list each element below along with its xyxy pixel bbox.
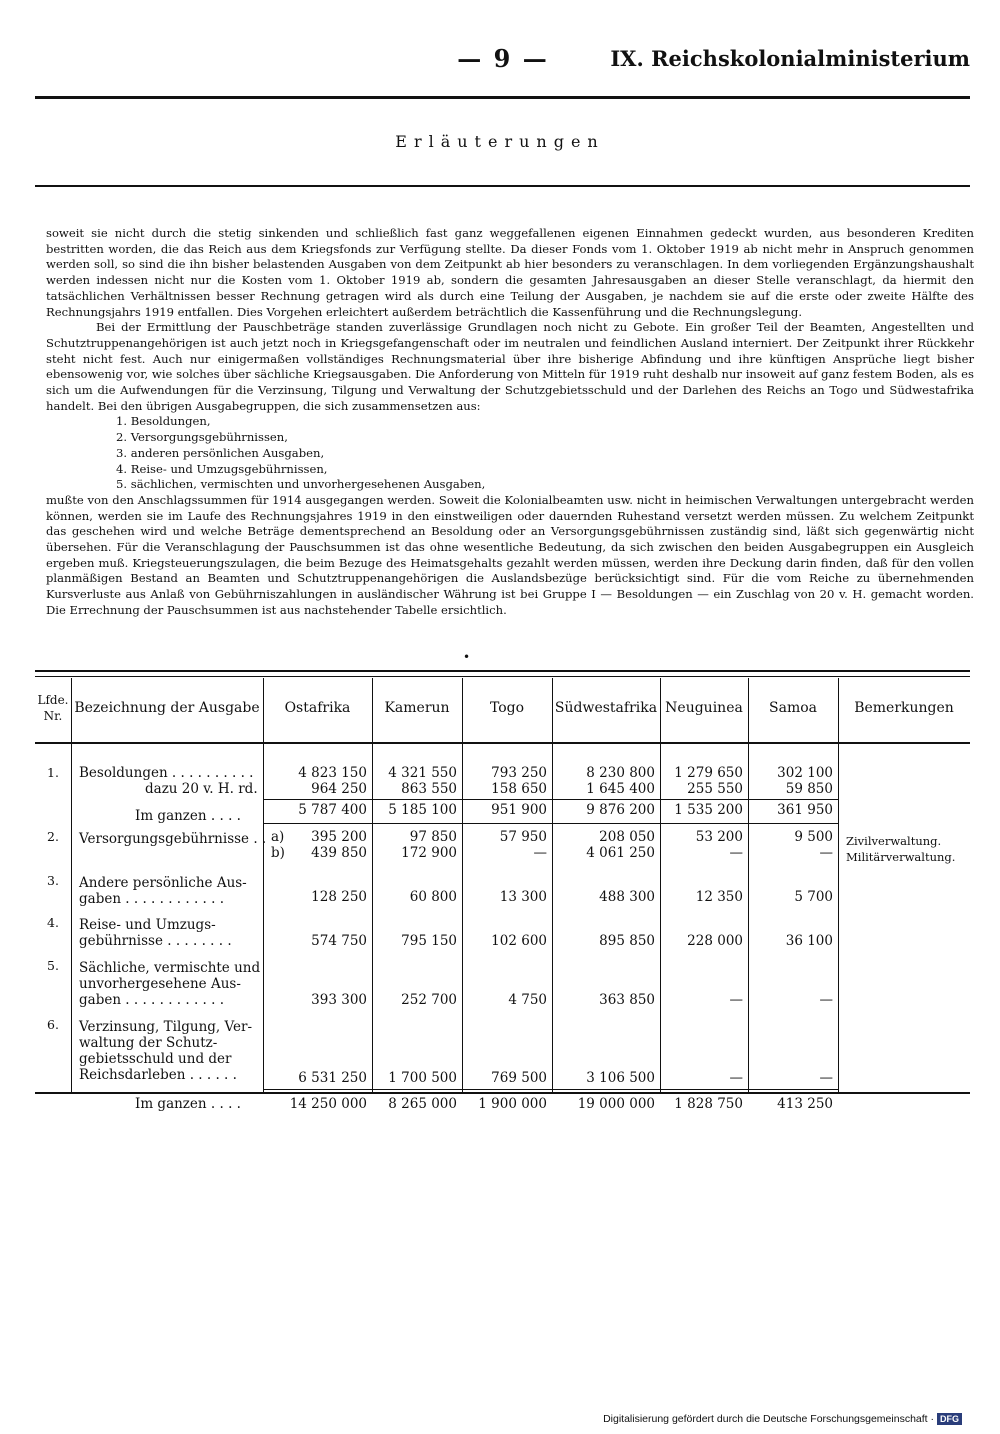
table-cell: 361 950 [777,802,833,818]
table-cell: 128 250 [311,889,367,905]
table-cell: — [819,992,833,1008]
header-nr: Lfde. Nr. [37,693,69,723]
table-cell: 4 061 250 [586,845,655,861]
digitization-credit [603,1413,962,1425]
header-bottom-rule [35,742,970,744]
table-cell: 951 900 [491,802,547,818]
table-cell: 413 250 [777,1096,833,1112]
section-heading: Erläuterungen [395,132,605,151]
table-cell: 302 100 [777,765,833,781]
table-cell: — [533,845,547,861]
grand-total-label: Im ganzen . . . . [135,1096,241,1112]
table-cell: 363 850 [599,992,655,1008]
paragraph-2: Bei der Ermittlung der Pauschbeträge standen zuverlässige Grundlagen noch nicht zu Gebote. Ein großer Teil der Beamten, Angestellten und Schutztruppenangehörigen ist auch jetzt noch in Kriegsgefangenschaft oder im neutralen und feindlichen Ausland interniert. Der Zeitpunkt ihrer Rückkehr steht nicht fest. Auch nur einigermaßen vollständiges Rechnungsmaterial über ihre bisherige Abfindung und ihre künftigen Ansprüche liegt bisher ebensowenig vor, wie solches über sächliche Kriegsausgaben. Die Anforderung von Mitteln für 1919 ruht deshalb nur insoweit auf ganz festem Boden, als es sich um die Aufwendungen für die Verzinsung, Tilgung und Verwaltung der Schutzgebietsschuld und der Darlehen des Reichs an Togo und Südwestafrika handelt. Bei den übrigen Ausgabegruppen, die sich zusammensetzen aus: [46,320,974,413]
table-cell: 4 823 150 [298,765,367,781]
remark-civil: Zivilverwaltung. [846,834,942,848]
table-cell: 6 531 250 [298,1070,367,1086]
page-number: — 9 — [457,44,549,73]
table-cell: 1 535 200 [674,802,743,818]
row-label: Versorgungsgebührnisse . . [79,831,267,847]
sub-marker: a) [271,829,285,845]
table-cell: 1 828 750 [674,1096,743,1112]
table-cell: 1 645 400 [586,781,655,797]
table-cell: 574 750 [311,933,367,949]
table-cell: 895 850 [599,933,655,949]
row-label: Reise- und Umzugs- [79,917,216,933]
table-cell: 488 300 [599,889,655,905]
list-item: 5. sächlichen, vermischten und unvorhergesehenen Ausgaben, [116,477,486,492]
credit-text: Digitalisierung gefördert durch die Deutsche Forschungsgemeinschaft · [603,1413,934,1425]
table-cell: 393 300 [311,992,367,1008]
row-label: gaben . . . . . . . . . . . . [79,992,225,1008]
row-number: 5. [47,958,59,973]
row-number: 2. [47,829,59,844]
table-cell: 3 106 500 [586,1070,655,1086]
table-cell: 8 230 800 [586,765,655,781]
table-cell: 795 150 [401,933,457,949]
row-label: gebührnisse . . . . . . . . [79,933,232,949]
header-suedwestafrika: Südwestafrika [554,700,658,716]
table-bottom-rule [35,1092,970,1094]
table-cell: 5 700 [794,889,833,905]
row-label: gaben . . . . . . . . . . . . [79,891,225,907]
expense-group-list [46,414,974,493]
list-item: 2. Versorgungsgebührnissen, [116,430,288,445]
section-rule [35,185,970,187]
table-cell: 60 800 [409,889,457,905]
row-number: 4. [47,915,59,930]
paragraph-1: soweit sie nicht durch die stetig sinkenden und schließlich fast ganz weggefallenen eigenen Einnahmen gedeckt wurden, aus besonderen Krediten bestritten worden, die das Reich aus dem Kriegsfonds zur Verfügung stellte. Da dieser Fonds vom 1. Oktober 1919 ab nicht mehr in Anspruch genommen werden soll, so sind die ihn bisher belastenden Ausgaben von dem Zeitpunkt ab hier besonders zu veranschlagen. In dem vorliegenden Ergänzungshaushalt werden indessen nicht nur die Kosten vom 1. Oktober 1919 ab, sondern die gesamten Jahresausgaben an dieser Stelle veranschlagt, da hiermit den tatsächlichen Verhältnissen besser Rechnung getragen wird als durch eine Teilung der Ausgaben, je nachdem sie auf die erste oder zweite Hälfte des Rechnungsjahrs 1919 entfallen. Dies Vorgehen erleichtert außerdem beträchtlich die Kassenführung und die Rechnungslegung. [46,226,974,319]
running-title: IX. Reichskolonialministerium [610,46,970,71]
paragraph-3: mußte von den Anschlagssummen für 1914 ausgegangen werden. Soweit die Kolonialbeamten usw. nicht in heimischen Verwaltungen untergebracht werden können, werden sie im Laufe des Rechnungsjahres 1919 in den einstweiligen oder dauernden Ruhestand versetzt werden müssen. Zu welchem Zeitpunkt das geschehen wird und welche Beträge dementsprechend an Besoldung oder an Versorgungsgebührnissen zuständig sind, läßt sich gegenwärtig nicht übersehen. Für die Veranschlagung der Pauschsummen ist das ohne wesentliche Bedeutung, da sich zwischen den beiden Ausgabegruppen ein Ausgleich ergeben muß. Kriegsteuerungszulagen, die beim Bezuge des Heimatsgehalts gezahlt werden müssen, werden ihre Deckung darin finden, daß für den vollen planmäßigen Bestand an Beamten und Schutztruppenangehörigen die Auslandsbezüge berücksichtigt sind. Für die vom Reiche zu übernehmenden Kursverluste aus Anlaß von Gebührniszahlungen in ausländischer Währung ist bei Gruppe I — Besoldungen — ein Zuschlag von 20 v. H. gemacht worden. Die Errechnung der Pauschsummen ist aus nachstehender Tabelle ersichtlich. [46,492,974,617]
table-cell: 53 200 [695,829,743,845]
table-cell: 769 500 [491,1070,547,1086]
table-cell: — [729,845,743,861]
table-cell: 4 750 [508,992,547,1008]
row-label: Reichsdarleben . . . . . . [79,1067,237,1083]
table-cell: — [819,845,833,861]
header-samoa: Samoa [769,700,817,716]
header-bemerkungen: Bemerkungen [854,700,954,716]
header-kamerun: Kamerun [384,700,450,716]
table-cell: 9 500 [794,829,833,845]
header-togo: Togo [489,700,525,716]
row-number: 6. [47,1017,59,1032]
header-neuguinea: Neuguinea [665,700,743,716]
table-cell: 158 650 [491,781,547,797]
table-cell: 255 550 [687,781,743,797]
dot-mark: • [463,650,471,664]
row-label: unvorhergesehene Aus- [79,976,241,992]
dfg-logo: DFG [937,1413,962,1425]
table-cell: 36 100 [785,933,833,949]
table-cell: 5 185 100 [388,802,457,818]
table-cell: 252 700 [401,992,457,1008]
table-cell: — [819,1070,833,1086]
table-cell: 964 250 [311,781,367,797]
table-cell: 1 279 650 [674,765,743,781]
list-item: 3. anderen persönlichen Ausgaben, [116,445,325,460]
row-number: 3. [47,873,59,888]
row-label: gebietsschuld und der [79,1051,232,1067]
list-item: 1. Besoldungen, [116,414,211,429]
subtotal-label: Im ganzen . . . . [135,808,241,824]
sub-marker: b) [271,845,285,861]
table-cell: 97 850 [409,829,457,845]
table-cell: 863 550 [401,781,457,797]
table-cell: 14 250 000 [289,1096,367,1112]
header-rule [35,96,970,99]
table-cell: 439 850 [311,845,367,861]
table-cell: 102 600 [491,933,547,949]
row-label: Verzinsung, Tilgung, Ver- [79,1019,253,1035]
table-cell: 59 850 [785,781,833,797]
table-cell: 19 000 000 [577,1096,655,1112]
table-cell: 13 300 [499,889,547,905]
table-cell: 57 950 [499,829,547,845]
table-cell: — [729,992,743,1008]
table-cell: 793 250 [491,765,547,781]
body-text [46,226,974,619]
table-cell: 228 000 [687,933,743,949]
header-ostafrika: Ostafrika [284,700,351,716]
table-cell: 172 900 [401,845,457,861]
table-top-rule [35,670,970,672]
row-label: Sächliche, vermischte und [79,960,261,976]
row-label: Besoldungen . . . . . . . . . . [79,765,254,781]
header-description: Bezeichnung der Ausgabe [74,700,260,716]
remark-military: Militärverwaltung. [846,850,956,864]
table-cell: 1 900 000 [478,1096,547,1112]
table-cell: 4 321 550 [388,765,457,781]
list-item: 4. Reise- und Umzugsgebührnissen, [116,461,328,476]
table-cell: 395 200 [311,829,367,845]
table-cell: 8 265 000 [388,1096,457,1112]
table-cell: 12 350 [695,889,743,905]
table-cell: 208 050 [599,829,655,845]
table-cell: 1 700 500 [388,1070,457,1086]
row-number: 1. [47,765,59,780]
row-label: dazu 20 v. H. rd. [145,781,258,797]
row-label: waltung der Schutz- [79,1035,218,1051]
row-label: Andere persönliche Aus- [79,875,247,891]
table-cell: — [729,1070,743,1086]
table-cell: 9 876 200 [586,802,655,818]
table-cell: 5 787 400 [298,802,367,818]
